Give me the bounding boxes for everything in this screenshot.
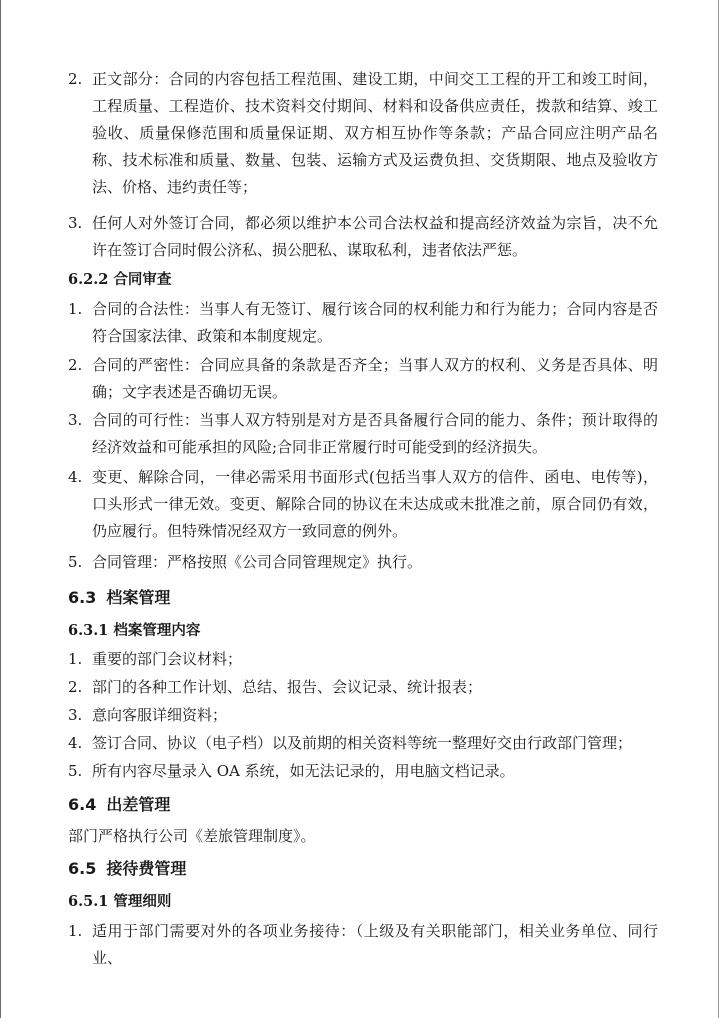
list-number: 3. — [68, 214, 83, 232]
section-title: 档案管理 — [106, 588, 171, 607]
list-text: 合同的严密性：合同应具备的条款是否齐全；当事人双方的权利、义务是否具体、明确；文字表述是否确切无误。 — [92, 356, 658, 401]
list-text: 任何人对外签订合同，都必须以维护本公司合法权益和提高经济效益为宗旨，决不允许在签订合同时假公济私、损公肥私、谋取私利，违者依法严惩。 — [92, 214, 658, 259]
list-number: 3. — [68, 411, 83, 429]
list-item — [68, 918, 658, 967]
list-number: 1. — [68, 650, 83, 668]
list-text: 所有内容尽量录入 OA 系统，如无法记录的，用电脑文档记录。 — [92, 762, 515, 780]
list-text: 合同的合法性：当事人有无签订、履行该合同的权利能力和行为能力；合同内容是否符合国家法律、政策和本制度规定。 — [92, 300, 658, 345]
list-number: 3. — [68, 706, 83, 724]
section-title: 接待费管理 — [106, 859, 187, 878]
list-item — [68, 296, 658, 352]
section-heading-6-4 — [68, 794, 170, 816]
list-item — [68, 730, 658, 758]
list-number: 1. — [68, 922, 83, 940]
list-text: 变更、解除合同，一律必需采用书面形式(包括当事人双方的信件、函电、电传等)，口头形式一律无效。变更、解除合同的协议在未达成或未批准之前，原合同仍有效，仍应履行。但特殊情况经双方一致同意的例外。 — [92, 468, 658, 540]
subsection-heading-6-3-1: 6.3.1 档案管理内容 — [68, 622, 201, 639]
section-heading-6-5 — [68, 858, 186, 880]
section-number: 6.5 — [68, 859, 97, 878]
section-heading-6-3 — [68, 587, 170, 609]
list-text: 合同管理：严格按照《公司合同管理规定》执行。 — [92, 553, 423, 571]
list-item — [68, 674, 658, 702]
subsection-heading-6-2-2: 6.2.2 合同审查 — [68, 271, 172, 288]
page-border-left — [0, 0, 1, 1018]
list-text: 意向客服详细资料； — [92, 706, 228, 724]
subsection-heading-6-5-1: 6.5.1 管理细则 — [68, 893, 172, 910]
list-number: 2. — [68, 70, 83, 88]
list-item — [68, 646, 658, 674]
list-item — [68, 702, 658, 730]
list-text: 合同的可行性：当事人双方特别是对方是否具备履行合同的能力、条件；预计取得的经济效益和可能承担的风险;合同非正常履行时可能受到的经济损失。 — [92, 411, 658, 456]
list-text: 适用于部门需要对外的各项业务接待：（上级及有关职能部门，相关业务单位、同行业、 — [92, 922, 658, 967]
list-text: 正文部分：合同的内容包括工程范围、建设工期，中间交工工程的开工和竣工时间，工程质量、工程造价、技术资料交付期间、材料和设备供应责任，拨款和结算、竣工验收、质量保修范围和质量保证期、双方相互协作等条款；产品合同应注明产品名称、技术标准和质量、数量、包装、运输方式及运费负担、交货期限、地点及验收方法、价格、违约责任等； — [92, 70, 658, 196]
section-number: 6.3 — [68, 588, 97, 607]
list-item — [68, 352, 658, 408]
list-item — [68, 407, 658, 463]
list-text: 部门的各种工作计划、总结、报告、会议记录、统计报表； — [92, 678, 483, 696]
list-text: 重要的部门会议材料； — [92, 650, 243, 668]
list-number: 5. — [68, 762, 83, 780]
list-item — [68, 549, 658, 577]
list-item — [68, 464, 658, 548]
list-number: 2. — [68, 356, 83, 374]
page-border-right — [718, 0, 719, 1018]
list-item — [68, 66, 658, 206]
list-text: 签订合同、协议（电子档）以及前期的相关资料等统一整理好交由行政部门管理； — [92, 734, 633, 752]
list-number: 4. — [68, 734, 83, 752]
list-item — [68, 210, 658, 266]
list-number: 1. — [68, 300, 83, 318]
list-item — [68, 758, 658, 786]
list-number: 2. — [68, 678, 83, 696]
section-number: 6.4 — [68, 795, 97, 814]
section-title: 出差管理 — [106, 795, 171, 814]
list-number: 5. — [68, 553, 83, 571]
paragraph-6-4: 部门严格执行公司《差旅管理制度》。 — [68, 827, 316, 845]
list-number: 4. — [68, 468, 83, 486]
